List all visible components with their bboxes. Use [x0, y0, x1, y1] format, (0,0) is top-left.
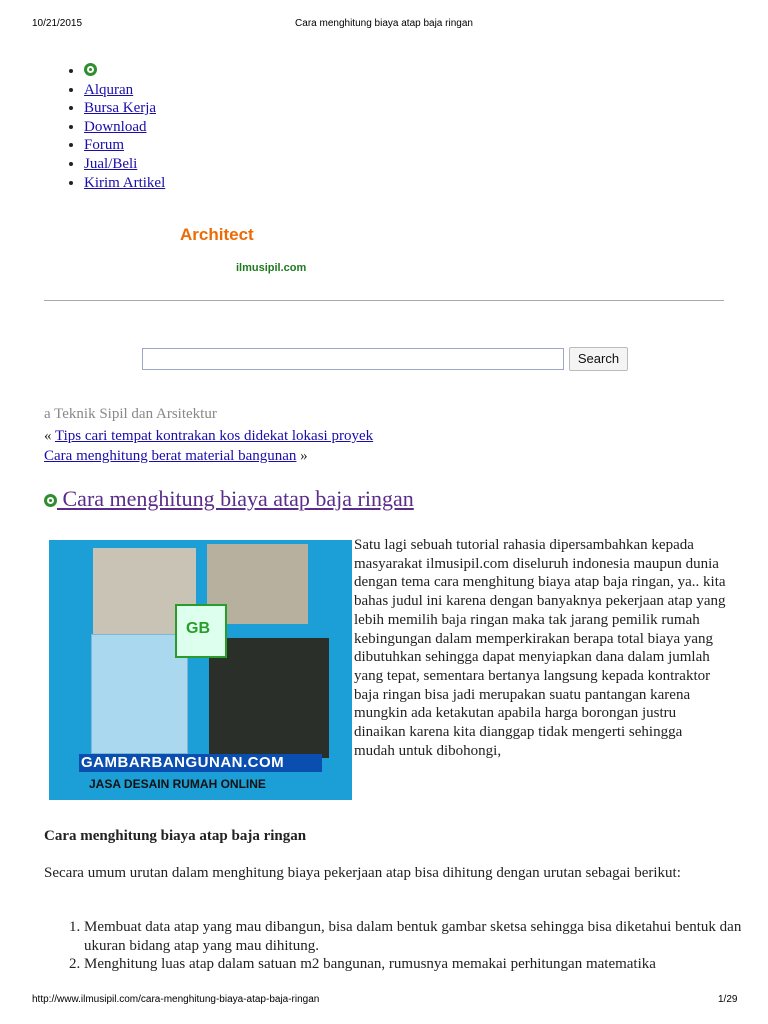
nav-item-home[interactable]: [84, 62, 165, 81]
print-title: Cara menghitung biaya atap baja ringan: [295, 18, 473, 29]
list-item: 1. Membuat data atap yang mau dibangun, bisa dalam bentuk gambar sketsa sehingga bisa diketahui bentuk dan ukuran bidang atap yang mau dihitung.: [84, 918, 768, 955]
nav-link-alquran[interactable]: Alquran: [84, 81, 134, 98]
list-item: 2. Menghitung luas atap dalam satuan m2 bangunan, rumusnya memakai perhitungan matematika: [84, 955, 768, 974]
footer-url: http://www.ilmusipil.com/cara-menghitung-biaya-atap-baja-ringan: [32, 994, 320, 1005]
page-number: 1/29: [718, 994, 738, 1005]
nav-link-kirim-artikel[interactable]: Kirim Artikel: [84, 174, 166, 191]
site-name[interactable]: ilmusipil.com: [236, 262, 307, 274]
nav-item-bursa-kerja[interactable]: [84, 99, 165, 118]
print-date: 10/21/2015: [32, 18, 83, 29]
header-divider: [44, 300, 724, 301]
top-nav: [66, 62, 165, 192]
gb-logo: [175, 604, 227, 658]
banner-tagline: JASA DESAIN RUMAH ONLINE: [89, 777, 266, 791]
intro-paragraph: Satu lagi sebuah tutorial rahasia dipersambahkan kepada masyarakat ilmusipil.com diseluruh indonesia maupun dunia dengan tema cara menghitung biaya atap baja ringan, ya.. kita bahas judul ini karena dengan banyaknya pekerjaan atap yang lebih memilih baja ringan maka tak jarang pemilik rumah kebingungan dalam memperkirakan berapa total biaya yang dibutuhkan sehingga dapat menyiapkan dana dalam jumlah yang tepat, sementara bertanya langsung kepada kontraktor baja ringan bisa jadi merupakan suatu pantangan karena mungkin ada ketakutan apabila harga borongan justru dinaikan karena kita dianggap tidak mengerti sehingga mudah untuk dibohongi,: [354, 537, 726, 759]
brand-name[interactable]: Architect: [180, 225, 254, 244]
nav-link-jual-beli[interactable]: Jual/Beli: [84, 155, 138, 172]
steps-list: [44, 918, 768, 974]
next-arrow: »: [296, 448, 308, 464]
nav-item-alquran[interactable]: [84, 81, 165, 100]
prev-post-link[interactable]: Tips cari tempat kontrakan kos didekat lokasi proyek: [54, 428, 374, 444]
nav-link-bursa-kerja[interactable]: Bursa Kerja: [84, 100, 157, 117]
nav-link-download[interactable]: Download: [84, 118, 147, 135]
floor-plan: [91, 634, 188, 754]
page-title-text[interactable]: Cara menghitung biaya atap baja ringan: [57, 486, 414, 511]
lead-paragraph: Secara umum urutan dalam menghitung biaya pekerjaan atap bisa dihitung dengan urutan sebagai berikut:: [44, 865, 681, 881]
nav-item-jual-beli[interactable]: [84, 155, 165, 174]
next-post: [44, 448, 308, 465]
section-heading: Cara menghitung biaya atap baja ringan: [44, 828, 307, 844]
nav-item-kirim-artikel[interactable]: [84, 174, 165, 193]
green-circle-logo-icon: [44, 494, 57, 507]
roof-render: [209, 638, 329, 758]
prev-post: [44, 428, 373, 445]
next-post-link[interactable]: Cara menghitung berat material bangunan: [44, 448, 297, 464]
article-image: [49, 540, 352, 800]
green-circle-logo-icon[interactable]: [84, 63, 97, 76]
search-button[interactable]: Search: [569, 347, 628, 371]
prev-arrow: «: [44, 428, 55, 444]
search-input[interactable]: [142, 348, 564, 370]
banner-site: [79, 754, 322, 772]
breadcrumb: a Teknik Sipil dan Arsitektur: [44, 406, 217, 422]
banner-site-text: GAMBARBANGUNAN.COM: [81, 754, 285, 771]
nav-link-forum[interactable]: Forum: [84, 137, 125, 154]
page-title[interactable]: [44, 486, 414, 512]
nav-item-download[interactable]: [84, 118, 165, 137]
nav-item-forum[interactable]: [84, 136, 165, 155]
gb-logo-text: GB: [186, 620, 210, 637]
